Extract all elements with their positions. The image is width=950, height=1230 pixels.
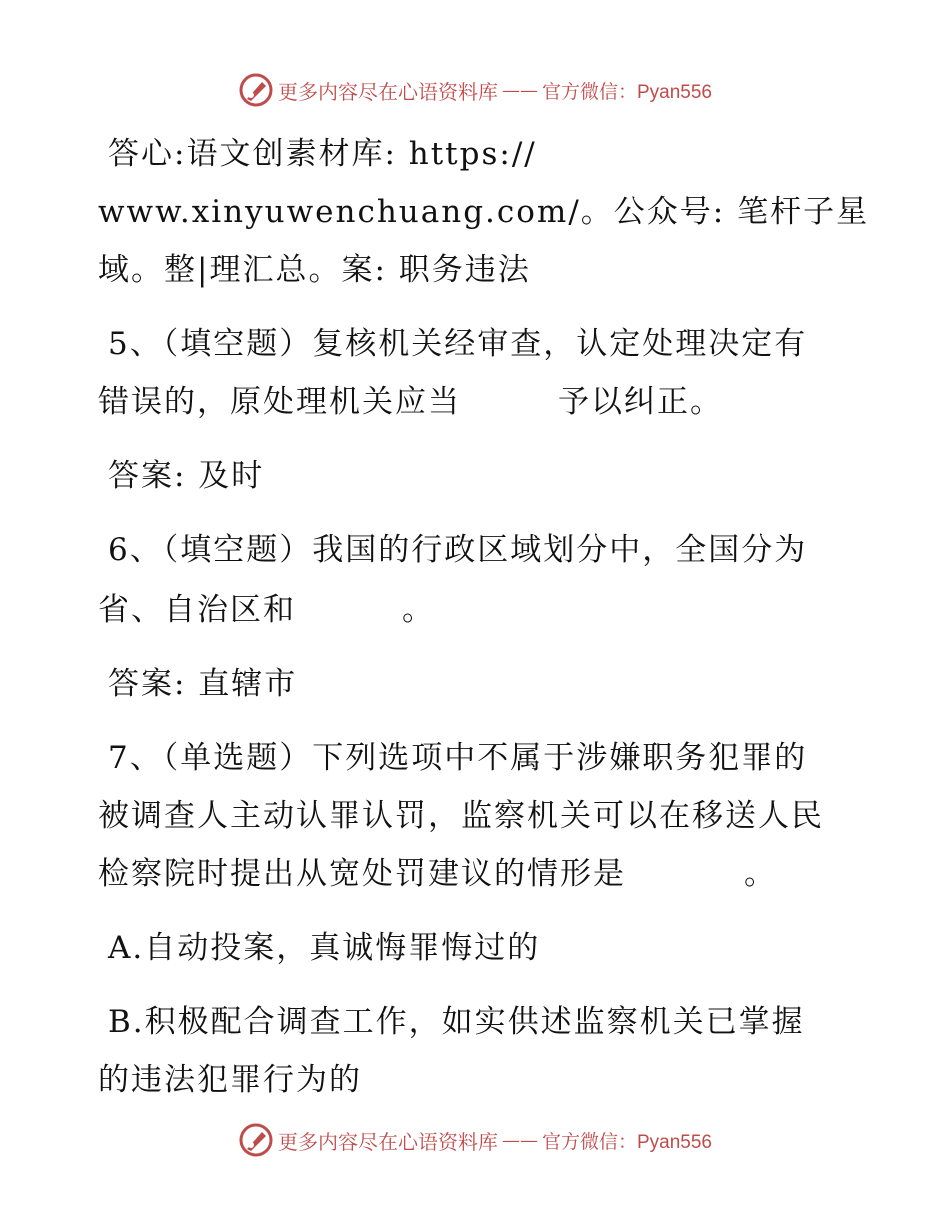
question-6: 6、（填空题）我国的行政区域划分中，全国分为 — [108, 532, 808, 568]
contact-text: 官方微信：Pyan556 — [541, 81, 712, 103]
question-7: 7、（单选题）下列选项中不属于涉嫌职务犯罪的 — [108, 740, 808, 776]
header-banner — [0, 70, 950, 110]
text-line: 省、自治区和 — [98, 592, 296, 628]
pen-logo-icon — [238, 1122, 274, 1158]
text-line: 答心:语文创素材库: https:// — [108, 136, 537, 172]
text-line: 域。整|理汇总。案: 职务违法 — [98, 252, 531, 288]
text-line: 予以纠正。 — [558, 384, 723, 420]
text-line: www.xinyuwenchuang.com/。公众号: 笔杆子星 — [98, 194, 870, 230]
text-line: 的违法犯罪行为的 — [98, 1062, 362, 1098]
pen-logo-icon — [238, 72, 274, 108]
promo-text: 更多内容尽在心语资料库 — [277, 79, 498, 104]
option-b: B.积极配合调查工作，如实供述监察机关已掌握 — [108, 1004, 805, 1040]
separator: —— — [501, 79, 538, 101]
text-line: 。 — [744, 856, 777, 892]
text-line: 错误的，原处理机关应当 — [98, 384, 461, 420]
separator: —— — [501, 1129, 538, 1151]
answer-5: 答案: 及时 — [108, 458, 265, 494]
answer-6: 答案: 直辖市 — [108, 666, 298, 702]
footer-banner — [0, 1120, 950, 1160]
text-line: 检察院时提出从宽处罚建议的情形是 — [98, 856, 626, 892]
text-line: 。 — [402, 592, 435, 628]
promo-text: 更多内容尽在心语资料库 — [277, 1129, 498, 1154]
question-5: 5、（填空题）复核机关经审查，认定处理决定有 — [108, 326, 808, 362]
contact-text: 官方微信：Pyan556 — [541, 1131, 712, 1153]
text-line: 被调查人主动认罪认罚，监察机关可以在移送人民 — [98, 798, 824, 834]
option-a: A.自动投案，真诚悔罪悔过的 — [108, 930, 541, 966]
